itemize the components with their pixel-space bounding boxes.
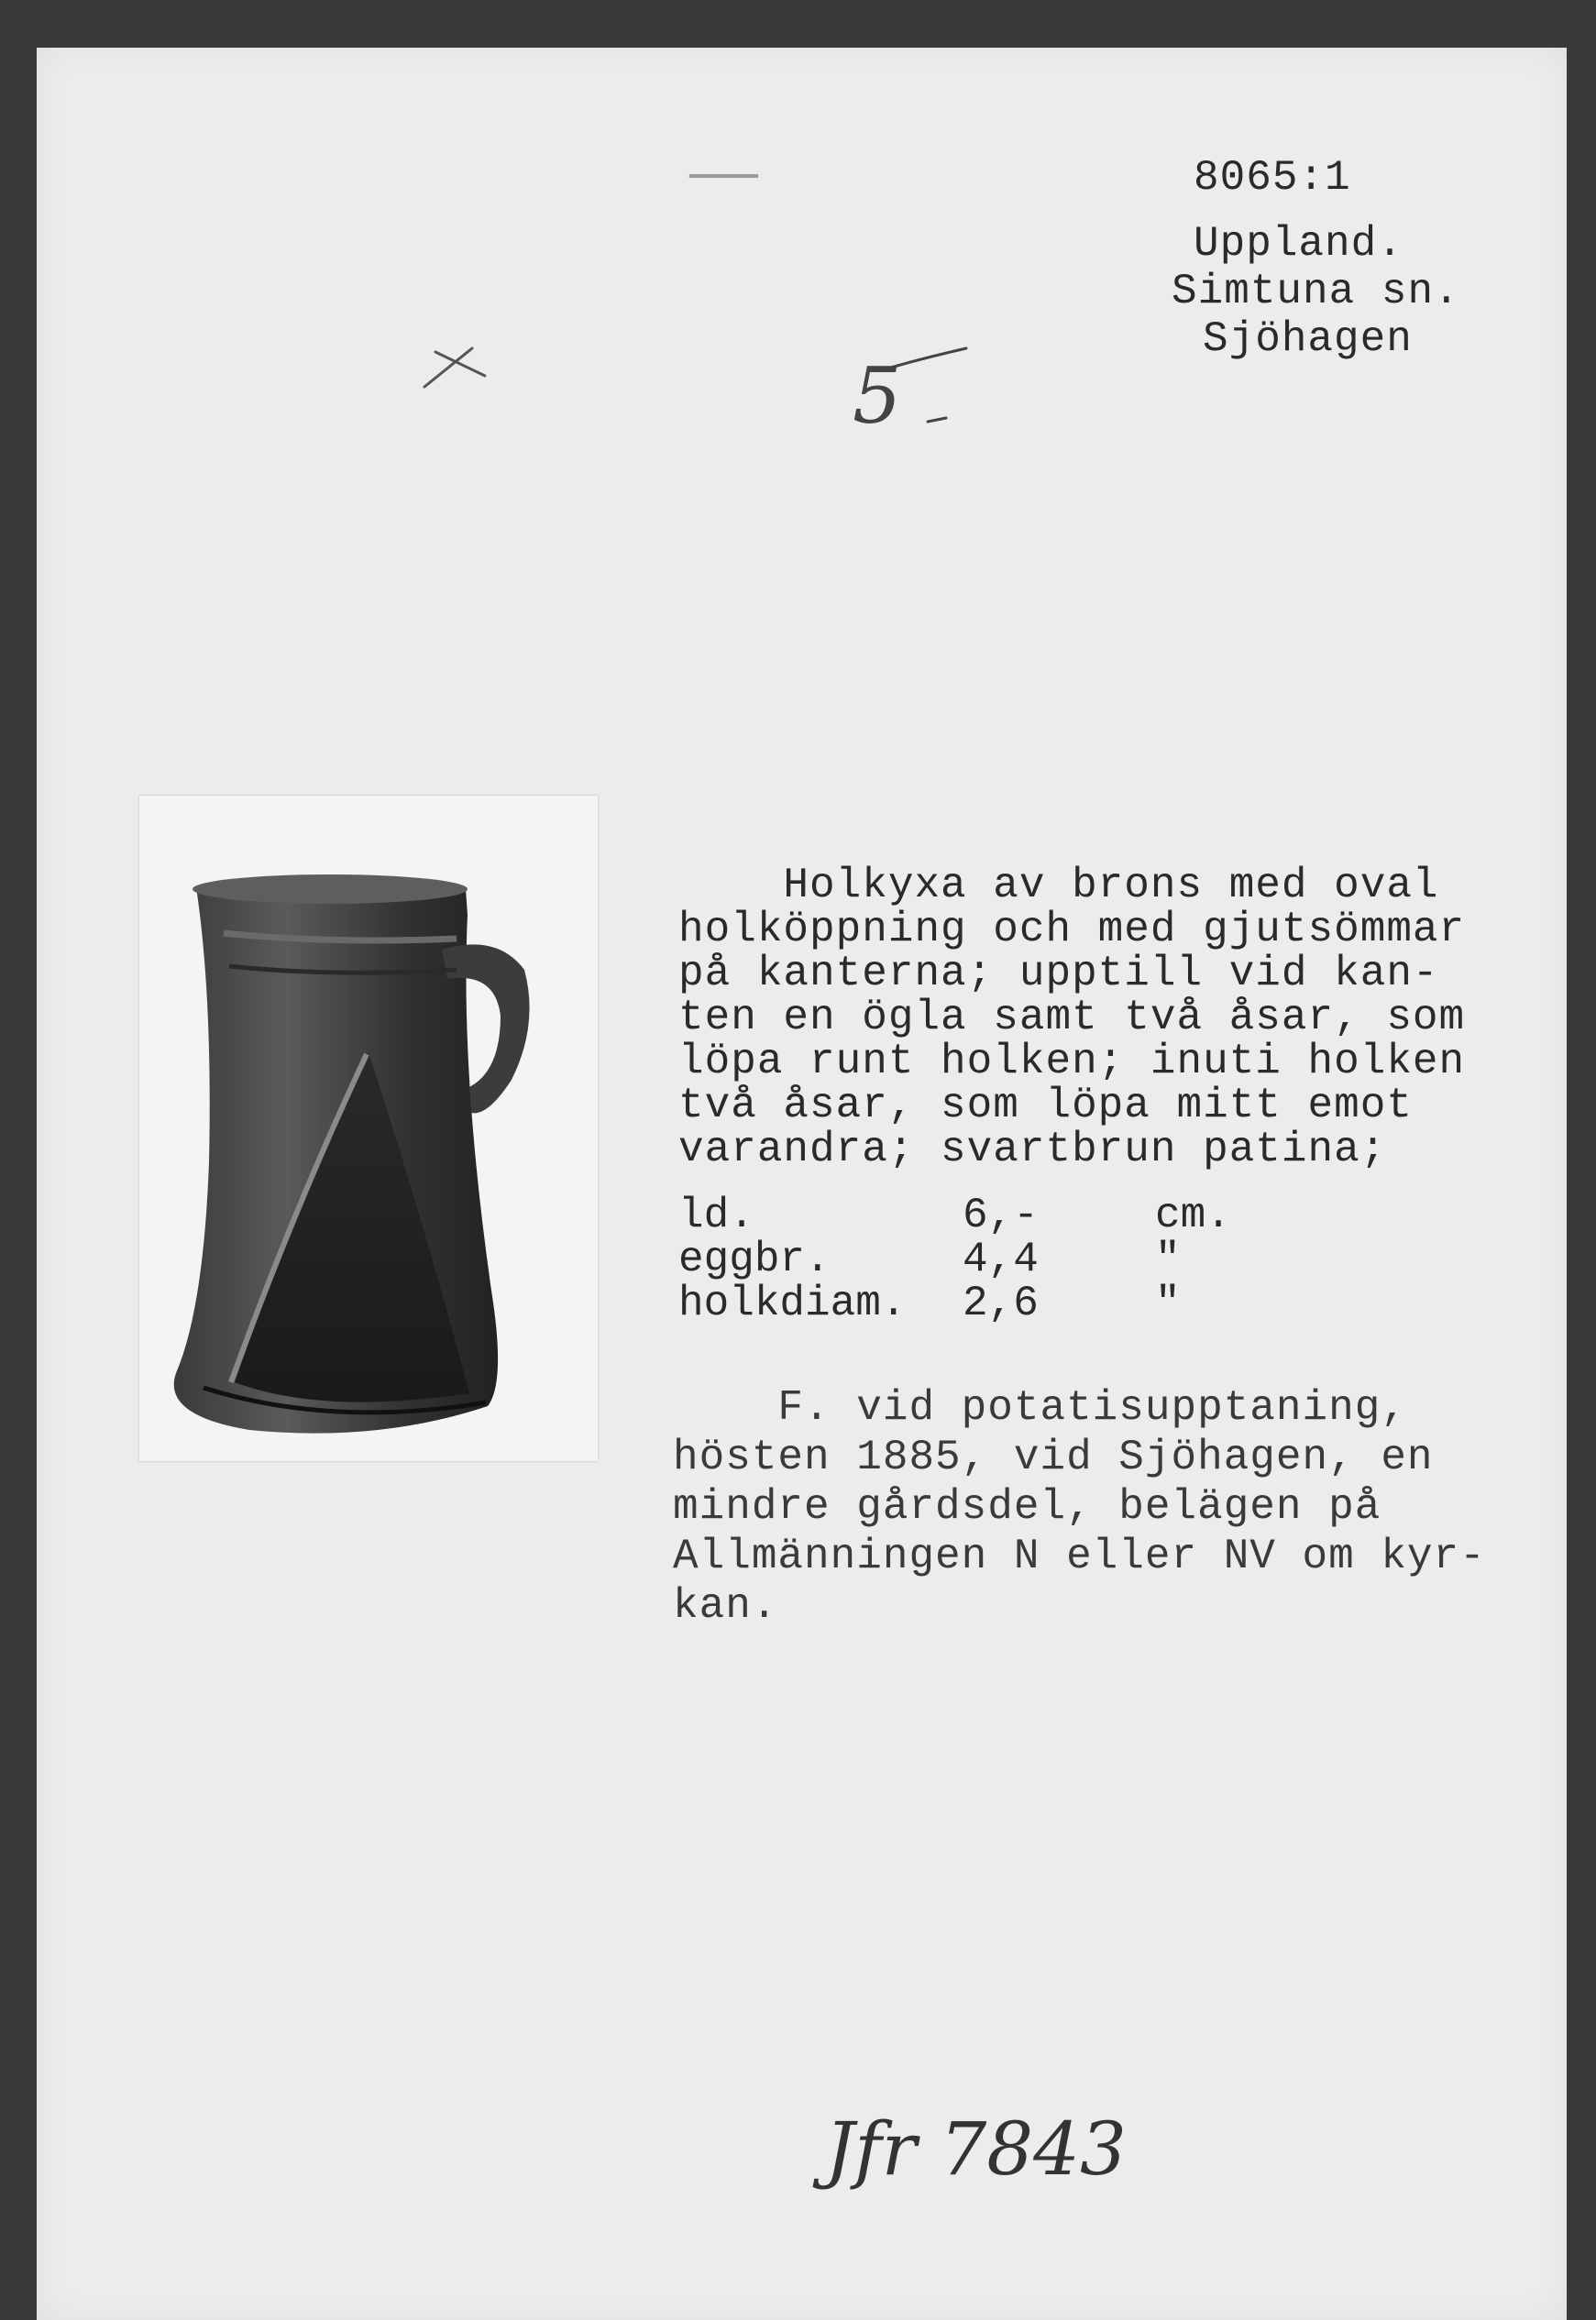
description-line: holköppning och med gjutsömmar [678,906,1466,953]
find-notes-line: Allmänningen N eller NV om kyr- [673,1533,1486,1580]
description-line: på kanterna; upptill vid kan- [678,950,1439,997]
axe-photo [139,796,598,1461]
measurement-value: 2,6 [963,1280,1039,1327]
crossed-out-label: ——— [689,157,759,198]
measurement-label: holkdiam. [678,1280,907,1327]
artifact-description [678,862,1466,1173]
description-line: löpa runt holken; inuti holken [678,1038,1466,1085]
measurements-table [678,1192,1231,1327]
location-province: Uppland. [1194,220,1403,268]
measurement-row [678,1236,1231,1283]
handwritten-reference-text: Jfr 7843 [825,2106,1127,2192]
handwritten-number [843,337,981,447]
find-notes-line: F. vid potatisupptaning, [673,1384,1407,1432]
handwritten-number-text: 5 [853,351,902,441]
find-notes-line: hösten 1885, vid Sjöhagen, en [673,1434,1434,1481]
location-site: Sjöhagen [1203,315,1413,363]
find-notes [673,1384,1486,1632]
measurement-label: eggbr. [678,1236,831,1283]
handwritten-reference [825,2090,1210,2218]
location-parish: Simtuna sn. [1172,268,1460,315]
description-line: varandra; svartbrun patina; [678,1126,1387,1173]
description-line: ten en ögla samt två åsar, som [678,994,1466,1041]
description-line: Holkyxa av brons med oval [678,862,1439,909]
measurement-unit: " [1155,1236,1181,1283]
measurement-row [678,1192,1231,1239]
find-notes-line: kan. [673,1582,778,1630]
cross-mark-icon [417,339,490,394]
description-line: två åsar, som löpa mitt emot [678,1082,1413,1129]
find-notes-line: mindre gårdsdel, belägen på [673,1483,1381,1531]
measurement-label: ld. [678,1192,754,1239]
measurement-row [678,1280,1231,1327]
catalog-number: 8065:1 [1194,154,1351,202]
measurement-unit: cm. [1155,1192,1231,1239]
measurement-value: 6,- [963,1192,1039,1239]
measurement-unit: " [1155,1280,1181,1327]
measurement-value: 4,4 [963,1236,1039,1283]
